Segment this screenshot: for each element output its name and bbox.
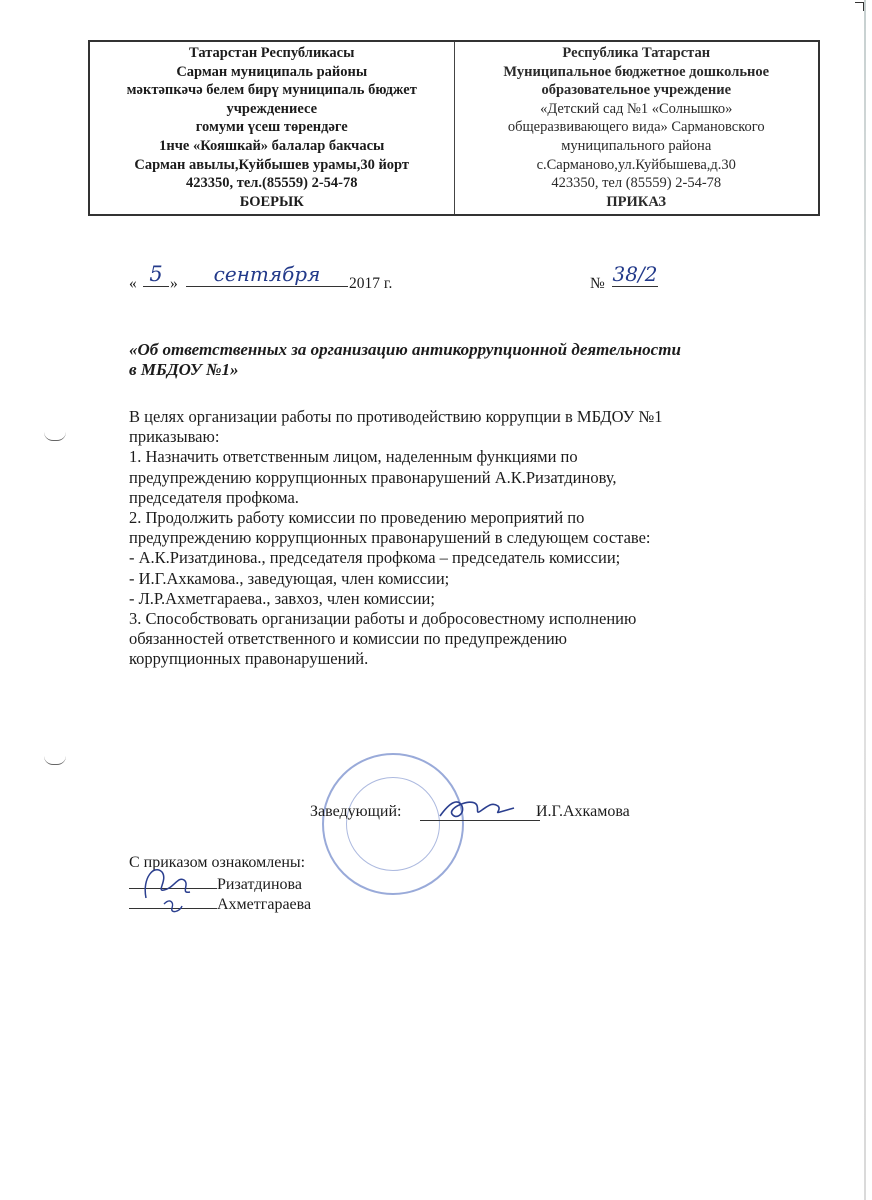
letterhead-line: Муниципальное бюджетное дошкольное (503, 63, 770, 80)
acknowledger-name: Ризатдинова (217, 876, 302, 893)
quote-open: « (129, 275, 137, 292)
letterhead-line: гомуми үсеш төрендәге (195, 119, 348, 136)
punch-hole-mark (44, 432, 66, 441)
order-year: 2017 г. (349, 275, 393, 292)
head-handwritten-signature (436, 792, 518, 828)
signature-stroke (440, 802, 514, 817)
signature-stroke (164, 901, 182, 912)
letterhead-line: с.Сарманово,ул.Куйбышева,д.30 (536, 156, 736, 173)
body-line: 2. Продолжить работу комиссии по проведению мероприятий по (129, 508, 585, 528)
number-sign: № (590, 275, 605, 292)
punch-hole-mark (44, 756, 66, 765)
letterhead (88, 40, 820, 216)
letterhead-line: образовательное учреждение (541, 82, 732, 99)
body-line: - А.К.Ризатдинова., председателя профкома – председатель комиссии; (129, 548, 621, 568)
order-date-line (129, 262, 689, 296)
acknowledger-signature (134, 858, 204, 918)
body-line: - Л.Р.Ахметгараева., завхоз, член комиссии; (129, 588, 435, 608)
letterhead-line: Сарман муниципаль районы (176, 63, 368, 80)
letterhead-line: Сарман авылы,Куйбышев урамы,30 йорт (134, 156, 410, 173)
quote-close: » (170, 275, 178, 292)
acknowledger-name: Ахметгараева (217, 896, 312, 913)
order-day: 5 (143, 262, 169, 287)
document-type-tatar: БОЕРЫК (239, 193, 304, 210)
signatory-name: И.Г.Ахкамова (536, 803, 630, 820)
letterhead-line: общеразвивающего вида» Сармановского (507, 119, 765, 136)
letterhead-line: «Детский сад №1 «Солнышко» (540, 100, 733, 117)
body-line: коррупционных правонарушений. (129, 649, 369, 669)
subject-line: «Об ответственных за организацию антикоррупционной деятельности (129, 340, 681, 359)
body-line: предупреждению коррупционных правонарушений в следующем составе: (129, 528, 651, 548)
scan-edge (864, 0, 866, 1200)
letterhead-line: мәктәпкәчә белем бирү муниципаль бюджет (126, 82, 417, 99)
letterhead-line: учреждениесе (226, 100, 318, 117)
signature-stroke (145, 870, 190, 898)
body-line: председателя профкома. (129, 487, 299, 507)
body-line: - И.Г.Ахкамова., заведующая, член комиссии; (129, 568, 450, 588)
order-body (129, 407, 809, 670)
signatory-position: Заведующий: (310, 803, 402, 820)
body-line: предупреждению коррупционных правонарушений А.К.Ризатдинову, (129, 467, 617, 487)
letterhead-line: 1нче «Кояшкай» балалар бакчасы (159, 137, 385, 154)
body-line: 3. Способствовать организации работы и добросовестному исполнению (129, 609, 637, 629)
letterhead-russian (455, 42, 819, 214)
document-type-russian: ПРИКАЗ (606, 193, 667, 210)
letterhead-line: 423350, тел.(85559) 2-54-78 (185, 175, 358, 192)
body-line: обязанностей ответственного и комиссии по предупреждению (129, 629, 567, 649)
body-line: приказываю: (129, 427, 220, 447)
letterhead-line: Татарстан Республикасы (189, 45, 355, 61)
order-subject (129, 340, 809, 380)
order-month: сентября (186, 262, 348, 287)
corner-mark (855, 2, 864, 11)
letterhead-tatar (90, 42, 455, 214)
acknowledgement-title: С приказом ознакомлены: (129, 854, 306, 871)
subject-line: в МБДОУ №1» (129, 360, 239, 379)
order-number: 38/2 (612, 262, 658, 286)
letterhead-line: 423350, тел (85559) 2-54-78 (551, 175, 722, 192)
body-line: В целях организации работы по противодействию коррупции в МБДОУ №1 (129, 407, 663, 426)
letterhead-line: Республика Татарстан (562, 45, 711, 61)
body-line: 1. Назначить ответственным лицом, наделенным функциями по (129, 447, 578, 467)
letterhead-line: муниципального района (561, 137, 712, 154)
